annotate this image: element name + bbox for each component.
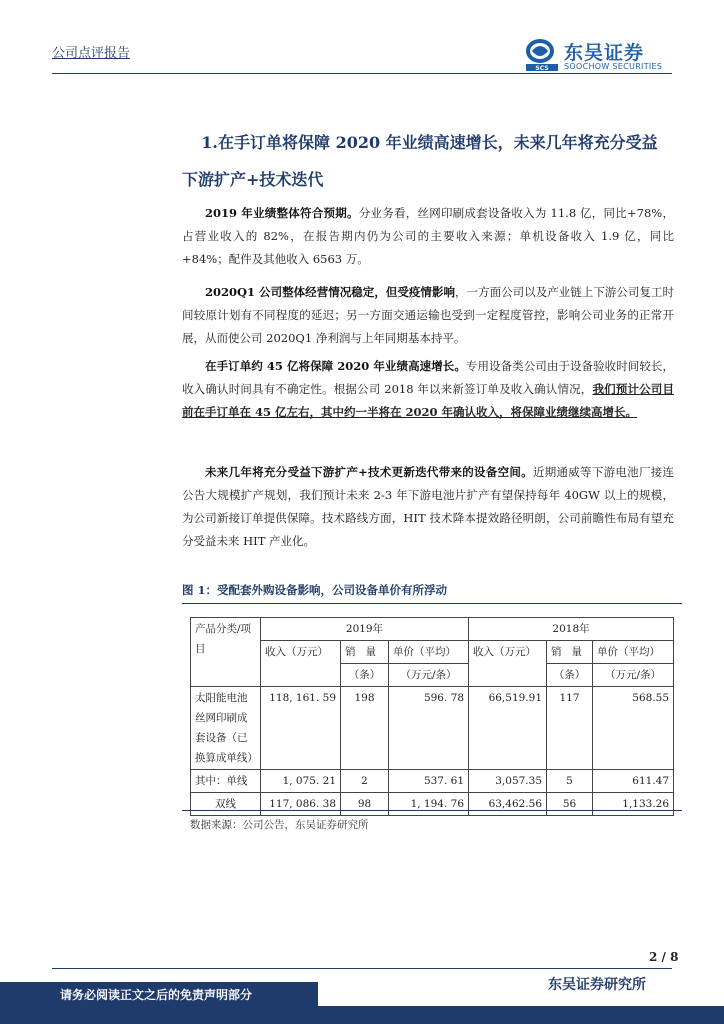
table-row [191, 793, 674, 816]
col-volume-b: 量 [571, 646, 583, 658]
cell-revenue-2019: 117, 086. 38 [261, 793, 341, 816]
col-revenue: 收入（万元） [261, 641, 341, 687]
cell-volume-2018: 56 [547, 793, 593, 816]
col-volume-a: 销 [345, 646, 356, 658]
brand-logo [526, 38, 676, 72]
cell-revenue-2018: 66,519.91 [469, 687, 547, 770]
paragraph-body: ，一方面公司以及产业链上下游公司复工时间较原计划有不同程度的延迟；另一方面交通运输也受到一定程度管控，影响公司业务的正常开展，从而使公司 2020Q1 净利润与上年同期基本持平。 [182, 285, 674, 345]
cell-revenue-2019: 1, 075. 21 [261, 770, 341, 793]
col-volume-unit: （条） [341, 664, 389, 687]
paragraph-body: 专用设备类公司由于设备验收时间较长，收入确认时间具有不确定性。根据公司 2018 年以来新签订单及收入确认情况， [182, 359, 674, 396]
table-row [191, 687, 674, 770]
cell-price-2018: 611.47 [593, 770, 674, 793]
report-type-label: 公司点评报告 [52, 46, 131, 61]
page-number: 2 / 8 [649, 950, 679, 964]
paragraph-lead: 未来几年将充分受益下游扩产+技术更新迭代带来的设备空间。 [205, 465, 533, 479]
section-number: 1. [201, 133, 218, 152]
paragraph-underlined: 我们预计公司目前在手订单在 45 亿左右，其中约一半将在 2020 年确认收入，将保障业绩继续高增长。 [182, 382, 675, 419]
table-year-2018: 2018年 [469, 618, 674, 641]
header-divider [52, 73, 672, 74]
equipment-price-table [190, 617, 674, 816]
paragraph-backlog [182, 355, 674, 424]
col-revenue: 收入（万元） [469, 641, 547, 687]
soochow-logo-icon [526, 38, 558, 72]
row-label: 其中：单线 [191, 770, 261, 793]
col-price: 单价（平均） [593, 641, 674, 664]
col-volume-a: 销 [551, 646, 562, 658]
cell-volume-2019: 98 [341, 793, 389, 816]
col-volume [547, 641, 593, 664]
footer-divider [52, 968, 672, 969]
paragraph-body: 分业务看，丝网印刷成套设备收入为 11.8 亿，同比+78%，占营业收入的 82%，在报告期内仍为公司的主要收入来源；单机设备收入 1.9 亿，同比+84%；配件及其他收入 6563 万。 [182, 206, 674, 266]
cell-price-2019: 596. 78 [389, 687, 469, 770]
figure-top-rule [182, 603, 682, 604]
table-subheader-row [191, 641, 674, 664]
figure-bottom-rule [182, 810, 682, 811]
figure-title: 图 1：受配套外购设备影响，公司设备单价有所浮动 [182, 583, 448, 597]
logo-chinese-name: 东吴证券 [564, 42, 645, 64]
row-label: 双线 [191, 793, 261, 816]
cell-price-2019: 537. 61 [389, 770, 469, 793]
paragraph-body: 近期通威等下游电池厂接连公告大规模扩产规划，我们预计未来 2-3 年下游电池片扩产有望保持每年 40GW 以上的规模，为公司新接订单提供保障。技术路线方面，HIT 技术降本提效路径明朗，公司前瞻性布局有望充分受益未来 HIT 产业化。 [182, 465, 674, 548]
cell-volume-2019: 198 [341, 687, 389, 770]
section-title-line1: 在手订单将保障 2020 年业绩高速增长，未来几年将充分受益 [218, 133, 658, 152]
cell-price-2019: 1, 194. 76 [389, 793, 469, 816]
paragraph-lead: 在手订单约 45 亿将保障 2020 年业绩高速增长。 [205, 359, 466, 373]
col-volume-unit: （条） [547, 664, 593, 687]
col-volume [341, 641, 389, 664]
paragraph-2020q1 [182, 281, 674, 350]
col-price-unit: （万元/条） [389, 664, 469, 687]
cell-volume-2018: 117 [547, 687, 593, 770]
section-heading [182, 124, 682, 198]
table-year-2019: 2019年 [261, 618, 469, 641]
figure-source: 数据来源：公司公告，东吴证券研究所 [190, 819, 369, 831]
paragraph-2019-results [182, 202, 674, 271]
cell-volume-2018: 5 [547, 770, 593, 793]
footer-disclaimer: 请务必阅读正文之后的免责声明部分 [60, 988, 253, 1002]
footer-organization: 东吴证券研究所 [548, 977, 646, 993]
cell-price-2018: 568.55 [593, 687, 674, 770]
cell-price-2018: 1,133.26 [593, 793, 674, 816]
paragraph-lead: 2020Q1 公司整体经营情况稳定，但受疫情影响 [205, 285, 456, 299]
table-corner-header: 产品分类/项目 [191, 618, 261, 687]
col-price: 单价（平均） [389, 641, 469, 664]
cell-revenue-2018: 63,462.56 [469, 793, 547, 816]
footer-band-lower [0, 1006, 724, 1024]
cell-volume-2019: 2 [341, 770, 389, 793]
col-volume-b: 量 [365, 646, 377, 658]
col-price-unit: （万元/条） [593, 664, 674, 687]
row-label: 太阳能电池丝网印刷成套设备（已换算成单线） [191, 687, 261, 770]
paragraph-outlook [182, 461, 674, 553]
table-header-row [191, 618, 674, 641]
paragraph-lead: 2019 年业绩整体符合预期。 [205, 206, 359, 220]
svg-text:SCS: SCS [535, 65, 549, 72]
cell-revenue-2018: 3,057.35 [469, 770, 547, 793]
table-row [191, 770, 674, 793]
section-title-line2: 下游扩产+技术迭代 [182, 170, 324, 189]
cell-revenue-2019: 118, 161. 59 [261, 687, 341, 770]
logo-english-name: SOOCHOW SECURITIES [564, 62, 663, 71]
